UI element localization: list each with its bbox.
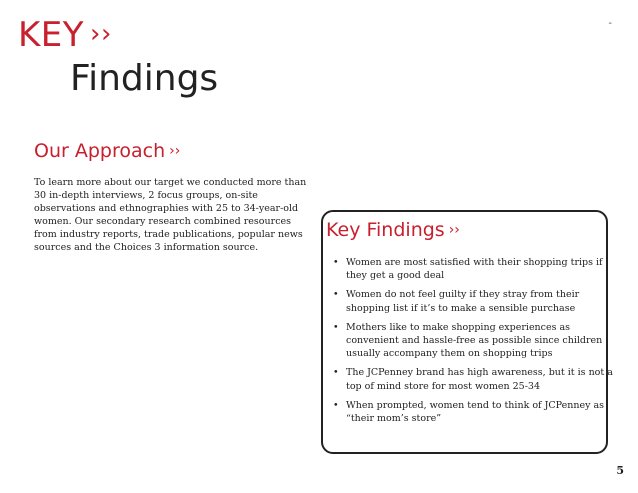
bullet-icon: • [333, 399, 339, 411]
approach-heading-text: Our Approach [34, 140, 166, 162]
title-key [18, 14, 112, 55]
finding-text: Women are most satisfied with their shopping trips if they get a good deal [346, 257, 603, 282]
list-item [333, 321, 613, 361]
bullet-icon: • [333, 257, 339, 268]
approach-heading [34, 140, 180, 162]
finding-text: When prompted, women tend to think of JCPenney as “their mom’s store” [346, 399, 605, 425]
list-item [333, 366, 613, 392]
finding-text: The JCPenney brand has high awareness, but it is not a top of mind store for most women 25-34 [346, 367, 613, 392]
list-item [333, 399, 613, 425]
bullet-icon: • [333, 289, 339, 301]
bullet-icon: • [333, 367, 339, 379]
title-key-text: KEY [18, 15, 85, 55]
finding-text: Mothers like to make shopping experiences as convenient and hassle-free as possible since children usually accompany them on shopping trips [346, 321, 603, 360]
approach-chevron-icon: ›› [169, 143, 181, 159]
title-chevron-icon: ›› [90, 19, 112, 49]
list-item [333, 256, 613, 282]
title-findings: Findings [70, 58, 219, 99]
key-findings-list [333, 256, 613, 431]
corner-mark: - [608, 18, 612, 29]
page-number: 5 [616, 464, 624, 477]
key-findings-heading-text: Key Findings [326, 219, 445, 241]
finding-text: Women do not feel guilty if they stray from their shopping list if it’s to make a sensible purchase [346, 289, 580, 314]
key-findings-chevron-icon: ›› [448, 222, 460, 238]
key-findings-heading [326, 219, 464, 241]
bullet-icon: • [333, 321, 339, 333]
list-item [333, 288, 613, 314]
approach-body: To learn more about our target we conducted more than 30 in-depth interviews, 2 focus groups, on-site observations and ethnographies with 25 to 34-year-old women. Our secondary research combined resources from industry reports, trade publications, popular news sources and the Choices 3 information source. [34, 177, 307, 253]
